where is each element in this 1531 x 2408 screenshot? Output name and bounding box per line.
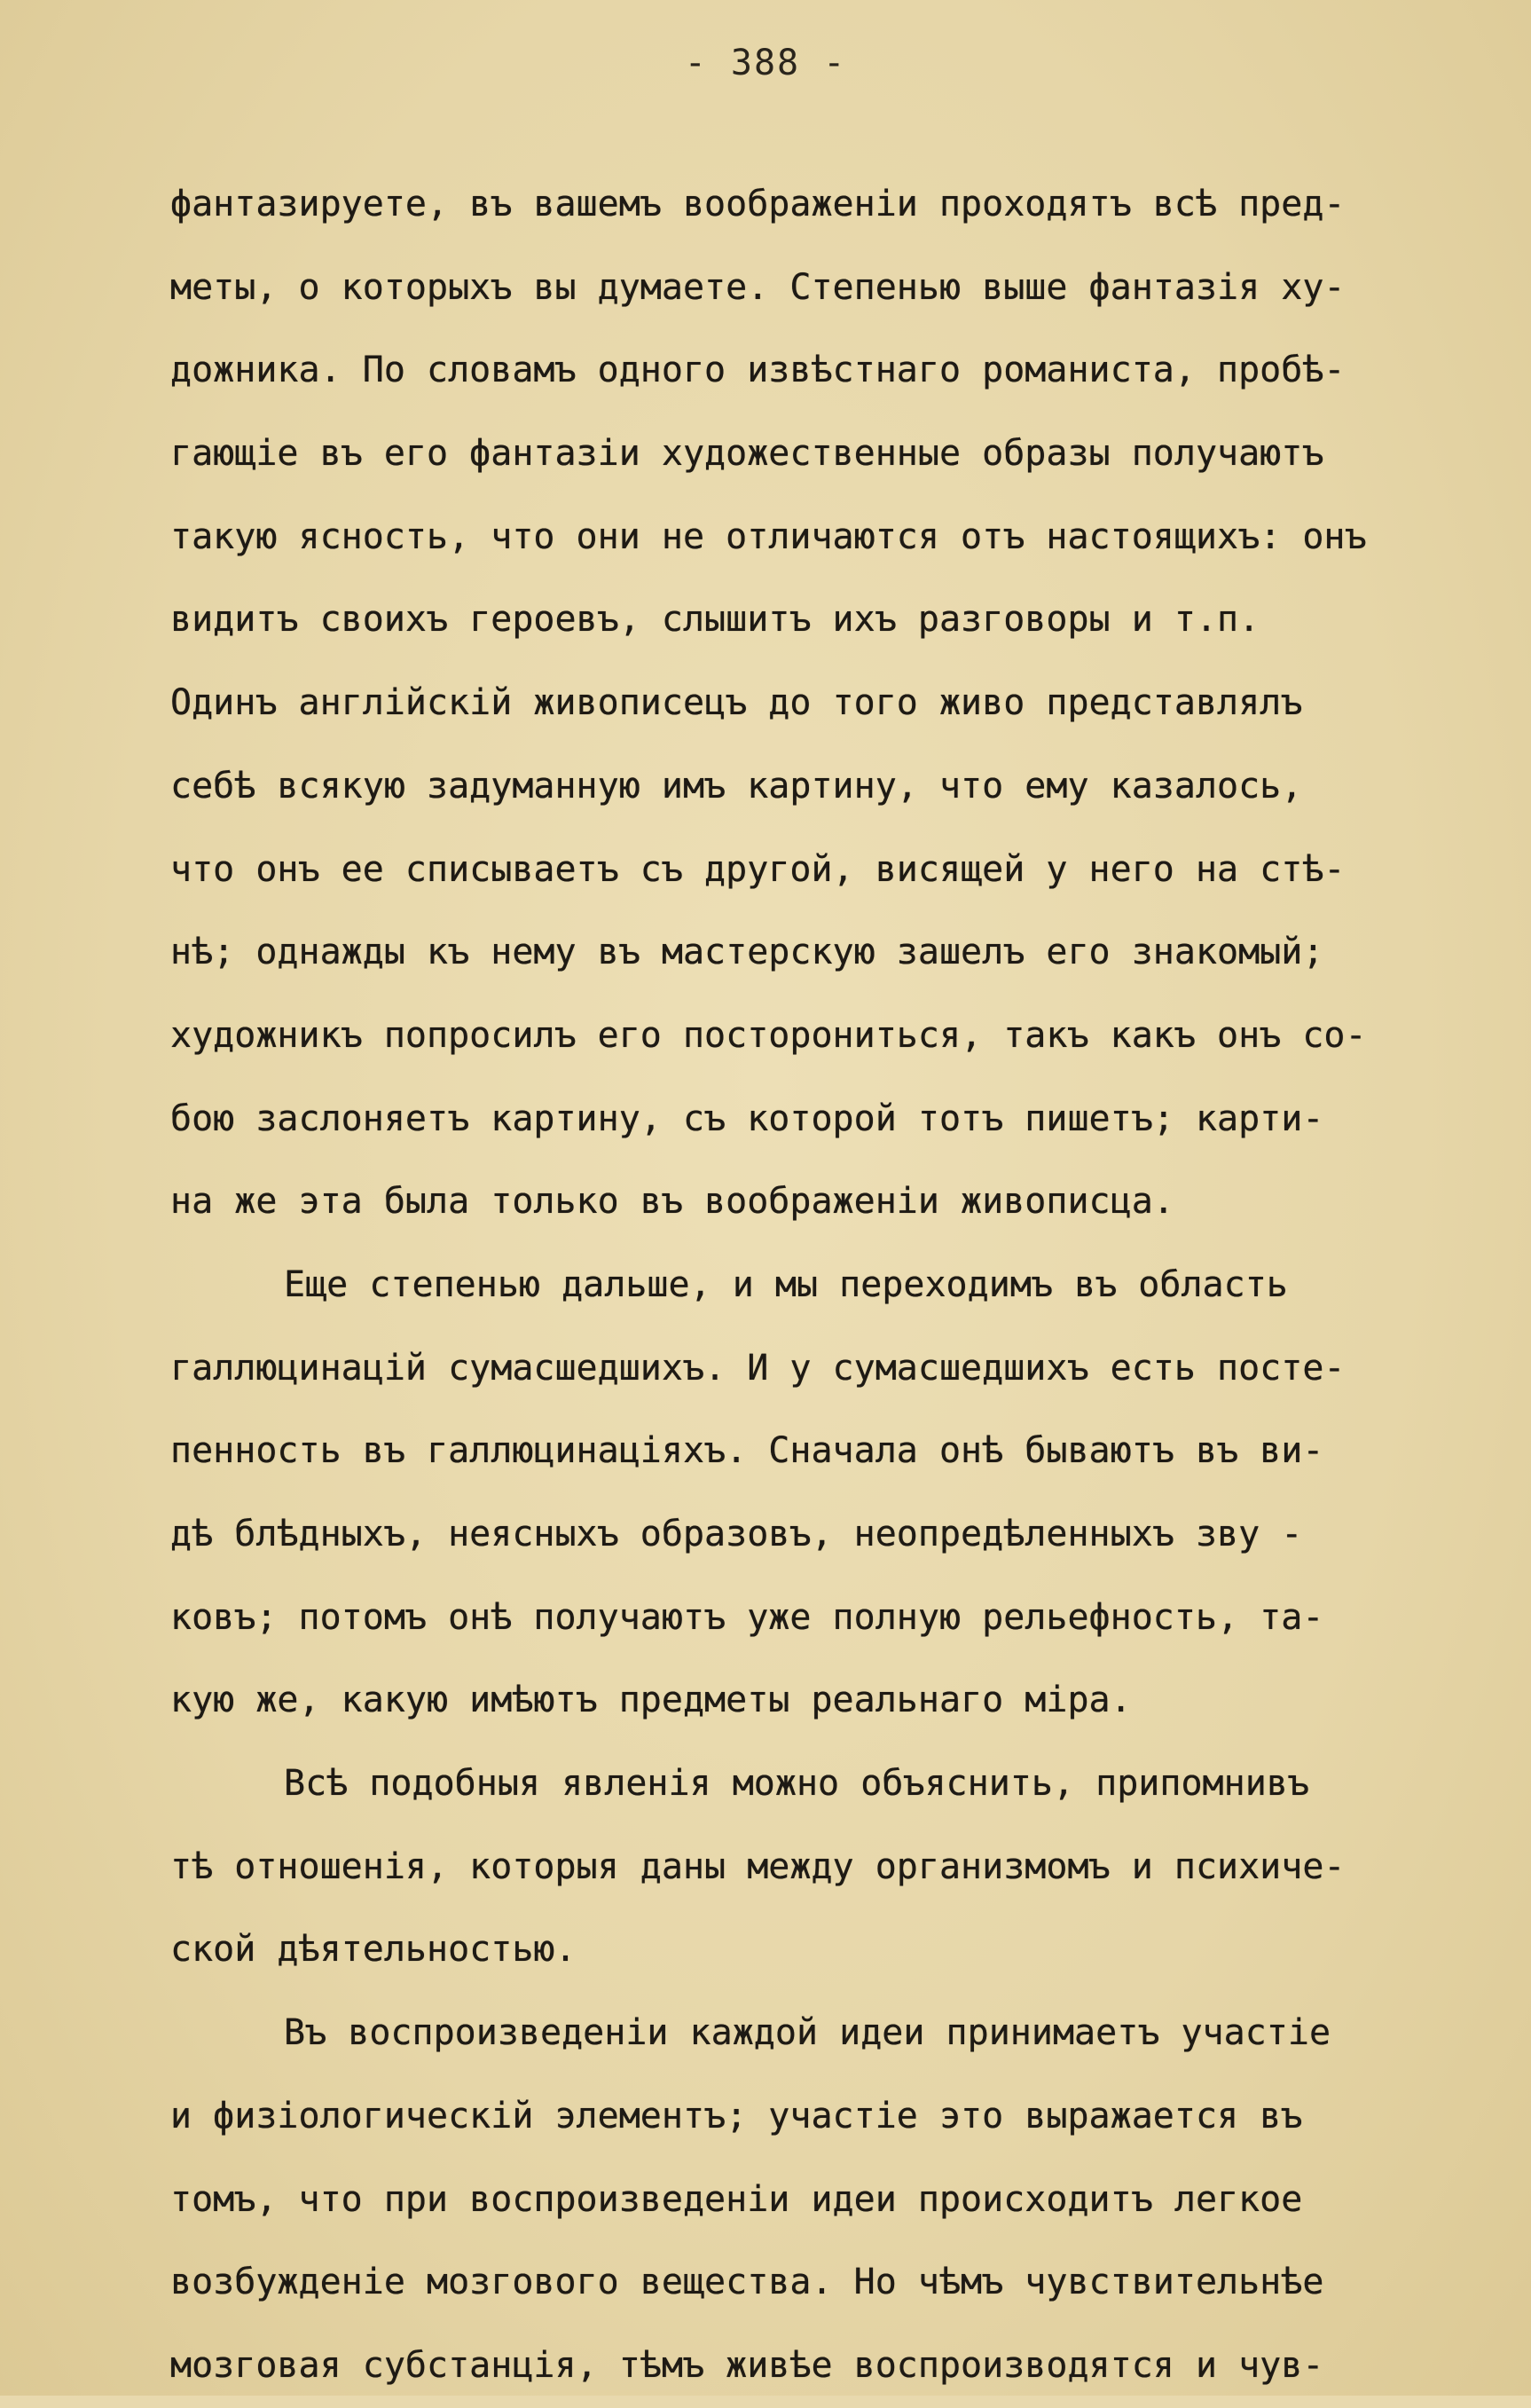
text-line: бою заслоняетъ картину, съ которой тотъ пишетъ; карти- [170,1098,1324,1139]
text-line: художникъ попросилъ его посторониться, такъ какъ онъ со- [170,1014,1367,1056]
text-line: галлюцинацiй сумасшедшихъ. И у сумасшедшихъ есть посте- [170,1347,1346,1389]
text-line: пенность въ галлюцинацiяхъ. Сначала онѣ бываютъ въ ви- [170,1430,1324,1472]
text-line: дѣ блѣдныхъ, неясныхъ образовъ, неопредѣленныхъ зву - [170,1514,1303,1554]
text-line: кую же, какую имѣютъ предметы реальнаго мiра. [170,1680,1132,1721]
text-line: ской дѣятельностью. [170,1929,577,1971]
text-line: Одинъ англiйскiй живописецъ до того живо представлялъ [170,682,1303,724]
text-line: такую ясность, что они не отличаются отъ настоящихъ: онъ [170,515,1367,557]
text-line: Въ воспроизведенiи каждой идеи принимаетъ участiе [284,2012,1331,2054]
text-line: мозговая субстанцiя, тѣмъ живѣе воспроизводятся и чув- [170,2344,1324,2386]
text-line: тѣ отношенiя, которыя даны между организмомъ и психиче- [170,1845,1346,1887]
text-line: меты, о которыхъ вы думаете. Степенью выше фантазiя ху- [170,266,1346,308]
text-line: томъ, что при воспроизведенiи идеи происходитъ легкое [170,2178,1303,2220]
body-text [170,163,1519,2408]
text-line: нѣ; однажды къ нему въ мастерскую зашелъ его знакомый; [170,932,1324,973]
text-line: видитъ своихъ героевъ, слышитъ ихъ разговоры и т.п. [170,599,1260,641]
text-line: гающiе въ его фантазiи художественные образы получаютъ [170,433,1324,475]
text-line: возбужденiе мозгового вещества. Но чѣмъ чувствительнѣе [170,2262,1324,2303]
text-line: фантазируете, въ вашемъ воображенiи проходятъ всѣ пред- [170,184,1346,224]
page-number: - 388 - [684,43,847,83]
text-line: ковъ; потомъ онѣ получаютъ уже полную рельефность, та- [170,1596,1324,1638]
text-line: что онъ ее списываетъ съ другой, висящей у него на стѣ- [170,848,1346,890]
text-line: на же эта была только въ воображенiи живописца. [170,1181,1174,1223]
text-line: и физiологическiй элементъ; участiе это выражается въ [170,2095,1303,2137]
text-line: Всѣ подобныя явленiя можно объяснить, припомнивъ [284,1763,1309,1805]
text-line: себѣ всякую задуманную имъ картину, что ему казалось, [170,765,1303,807]
text-line: дожника. По словамъ одного извѣстнаго романиста, пробѣ- [170,350,1346,391]
text-line: Еще степенью дальше, и мы переходимъ въ область [284,1263,1288,1305]
